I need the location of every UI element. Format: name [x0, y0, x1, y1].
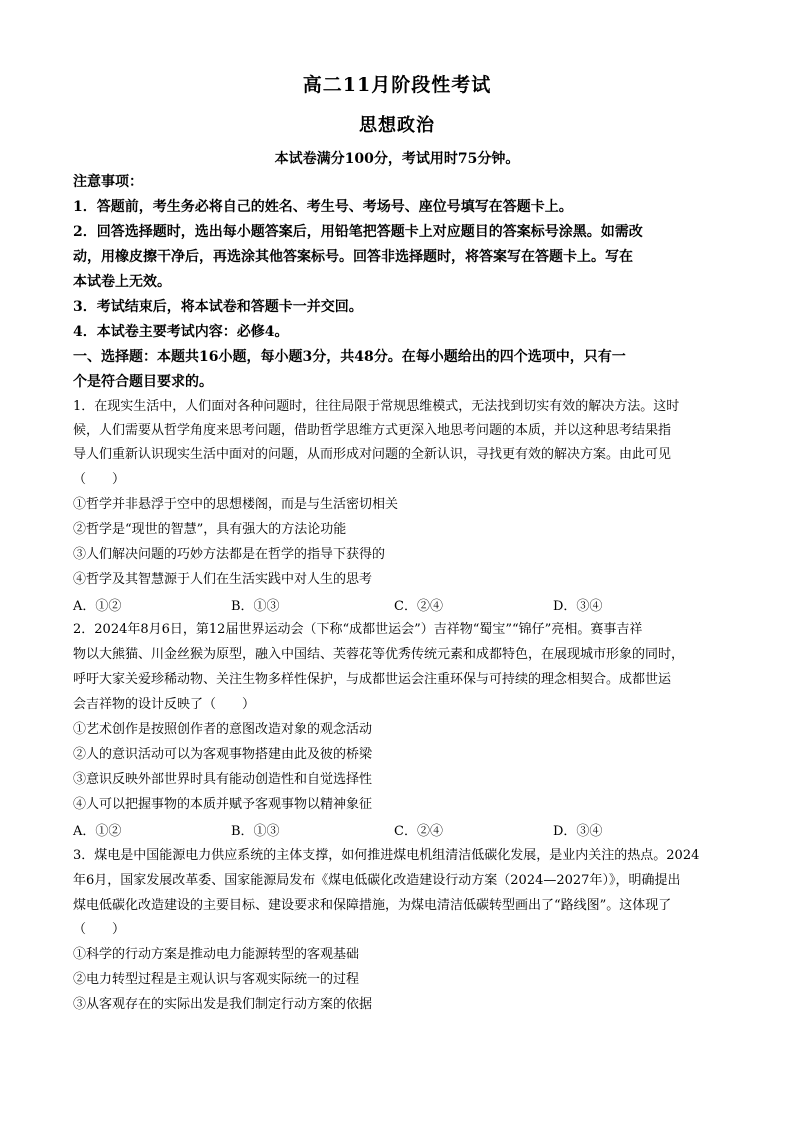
question-2-stem: 呼吁大家关爱珍稀动物、关注生物多样性保护，与成都世运会注重环保与可持续的理念相契合。成都世运: [73, 672, 672, 687]
question-2-stem: 2．2024年8月6日，第12届世界运动会（下称“成都世运会”）吉祥物“蜀宝”“锦仔”亮相。赛事吉祥: [73, 622, 643, 637]
question-1-item: ④哲学及其智慧源于人们在生活实践中对人生的思考: [73, 572, 373, 587]
question-3-item: ②电力转型过程是主观认识与客观实际统一的过程: [73, 972, 360, 987]
question-1-item: ③人们解决问题的巧妙方法都是在哲学的指导下获得的: [73, 547, 386, 562]
question-3-item: ①科学的行动方案是推动电力能源转型的客观基础: [73, 947, 360, 962]
question-3-stem: 3．煤电是中国能源电力供应系统的主体支撑，如何推进煤电机组清洁低碳化发展，是业内关注的热点。2024: [73, 848, 700, 863]
question-2-item: ②人的意识活动可以为客观事物搭建由此及彼的桥梁: [73, 747, 373, 762]
question-1-stem: 候，人们需要从哲学角度来思考问题，借助哲学思维方式更深入地思考问题的本质，并以这种思考结果指: [73, 423, 672, 438]
question-1-item: ①哲学并非悬浮于空中的思想楼阁，而是与生活密切相关: [73, 497, 399, 512]
question-2-item: ④人可以把握事物的本质并赋予客观事物以精神象征: [73, 797, 373, 812]
option-b: B．①③: [231, 824, 280, 839]
note-line: 动，用橡皮擦干净后，再选涂其他答案标号。回答非选择题时，将答案写在答题卡上。写在: [73, 249, 633, 265]
question-1-stem: 1．在现实生活中，人们面对各种问题时，往往局限于常规思维模式，无法找到切实有效的解决方法。这时: [73, 399, 680, 414]
question-1-stem: （ ）: [73, 472, 126, 487]
option-a: A．①②: [73, 599, 122, 614]
question-3-stem: 年6月，国家发展改革委、国家能源局发布《煤电低碳化改造建设行动方案（2024—2027年）》，明确提出: [73, 873, 681, 888]
question-3-stem: 煤电低碳化改造建设的主要目标、建设要求和保障措施，为煤电清洁低碳转型画出了“路线图”。这体现了: [73, 898, 672, 913]
question-2-item: ③意识反映外部世界时具有能动创造性和自觉选择性: [73, 772, 373, 787]
note-line: 2．回答选择题时，选出每小题答案后，用铅笔把答题卡上对应题目的答案标号涂黑。如需改: [73, 224, 643, 240]
question-3-item: ③从客观存在的实际出发是我们制定行动方案的依据: [73, 997, 373, 1012]
option-c: C．②④: [394, 824, 443, 839]
exam-title: 高二11月阶段性考试: [302, 74, 492, 96]
question-2-item: ①艺术创作是按照创作者的意图改造对象的观念活动: [73, 722, 373, 737]
option-d: D．③④: [553, 824, 603, 839]
option-a: A．①②: [73, 824, 122, 839]
option-c: C．②④: [394, 599, 443, 614]
notes-heading: 注意事项：: [73, 174, 143, 190]
question-1-item: ②哲学是“现世的智慧”，具有强大的方法论功能: [73, 522, 347, 537]
option-b: B．①③: [231, 599, 280, 614]
exam-info: 本试卷满分100分，考试用时75分钟。: [274, 151, 520, 167]
question-1-options: [73, 595, 733, 615]
question-2-stem: 物以大熊猫、川金丝猴为原型，融入中国结、芙蓉花等优秀传统元素和成都特色，在展现城市形象的同时，: [73, 647, 685, 662]
note-line: 4．本试卷主要考试内容：必修4。: [73, 324, 289, 340]
question-2-options: [73, 820, 733, 840]
section-heading: 个是符合题目要求的。: [73, 374, 213, 390]
subject-title: 思想政治: [359, 115, 435, 136]
note-line: 1．答题前，考生务必将自己的姓名、考生号、考场号、座位号填写在答题卡上。: [73, 199, 573, 215]
question-1-stem: 导人们重新认识现实生活中面对的问题，从而形成对问题的全新认识，寻找更有效的解决方案。由此可见: [73, 447, 672, 462]
option-d: D．③④: [553, 599, 603, 614]
question-3-stem: （ ）: [73, 922, 126, 937]
note-line: 本试卷上无效。: [73, 274, 171, 290]
section-heading: 一、选择题：本题共16小题，每小题3分，共48分。在每小题给出的四个选项中，只有一: [73, 349, 626, 365]
note-line: 3．考试结束后，将本试卷和答题卡一并交回。: [73, 299, 363, 315]
question-2-stem: 会吉祥物的设计反映了（ ）: [73, 697, 256, 712]
